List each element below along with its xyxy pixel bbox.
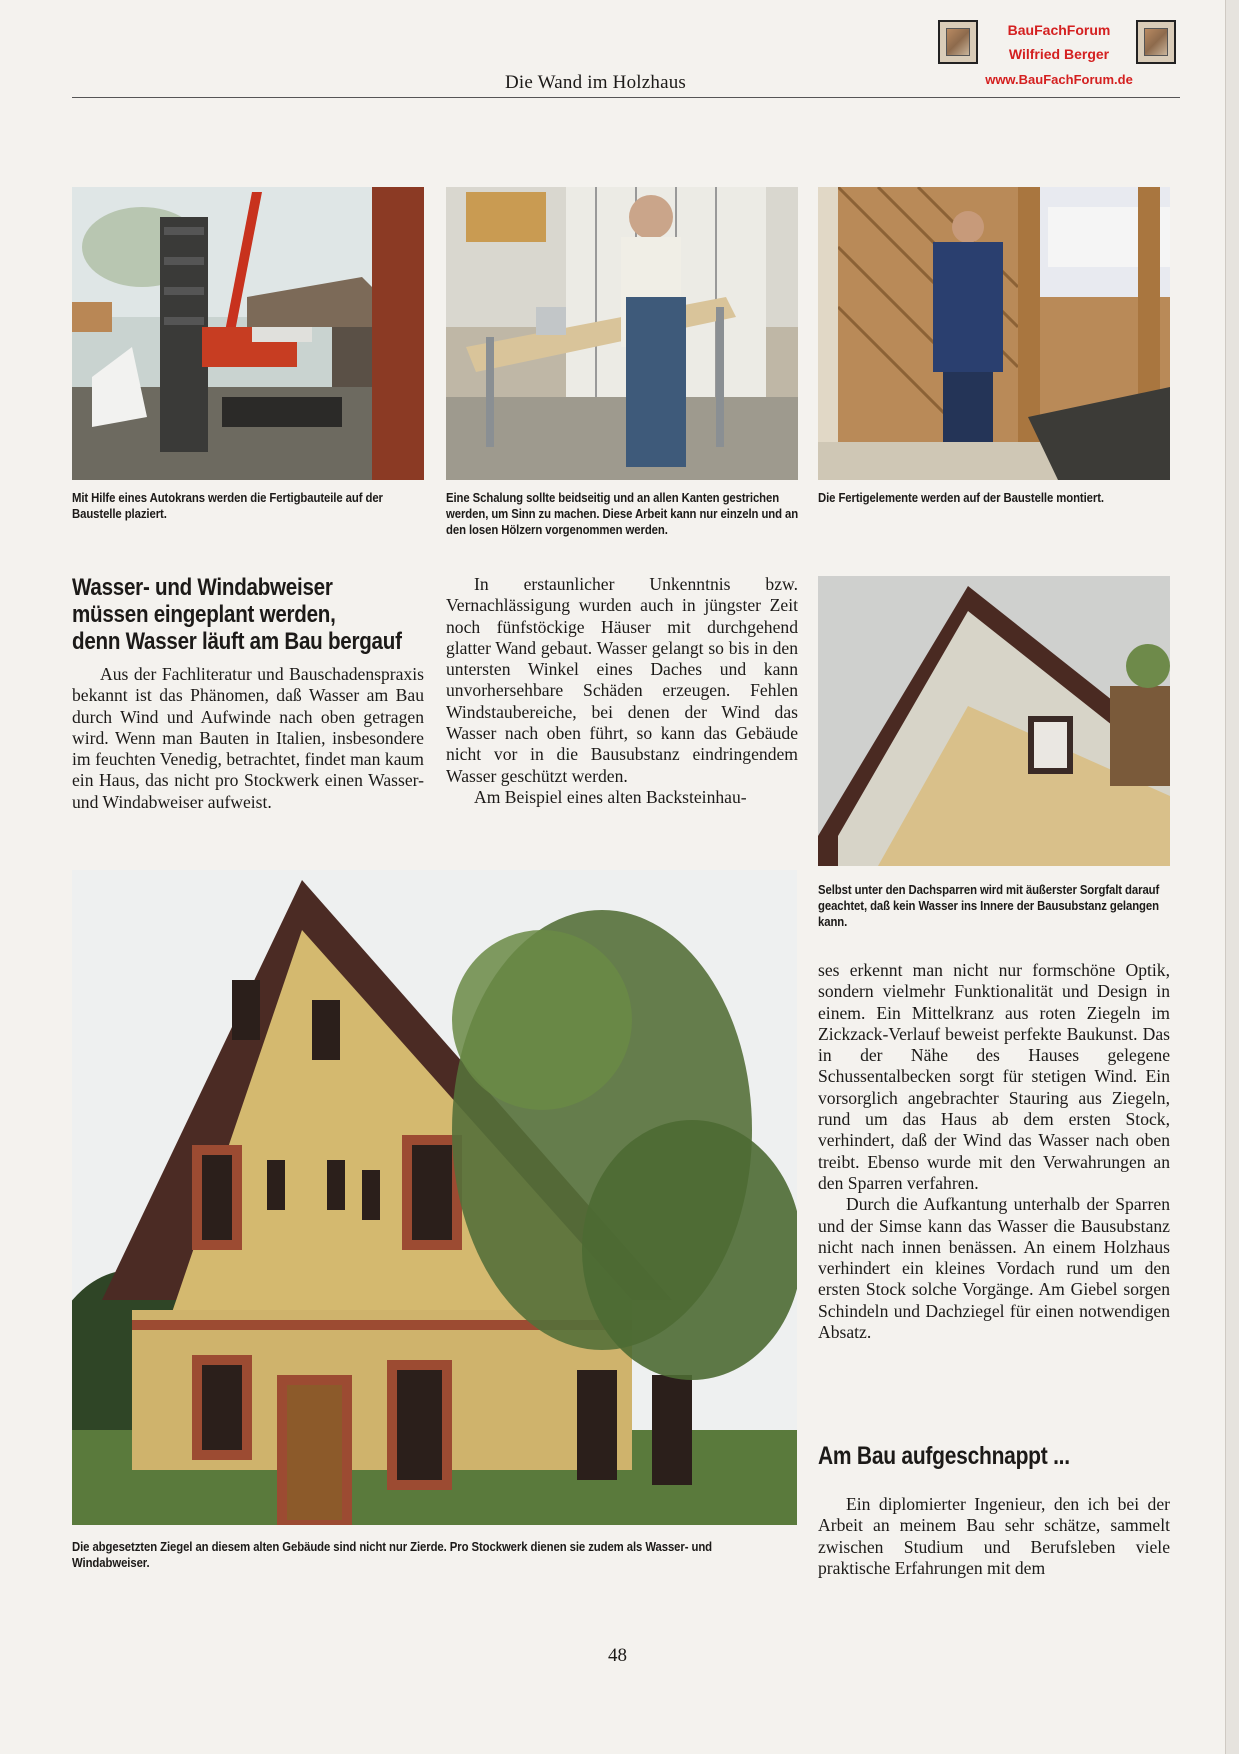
headline-line: müssen eingeplant werden,	[72, 601, 336, 628]
caption-crane: Mit Hilfe eines Autokrans werden die Fertigbauteile auf der Baustelle plaziert.	[72, 490, 383, 521]
headline-line: denn Wasser läuft am Bau bergauf	[72, 628, 402, 655]
page-number: 48	[608, 1645, 627, 1666]
section2-headline: Am Bau aufgeschnappt ...	[818, 1442, 1070, 1470]
logo-icon	[1136, 20, 1176, 64]
paragraph: Aus der Fachliteratur und Bauschadenspraxis bekannt ist das Phänomen, daß Wasser am Bau durch Wind und Aufwinde nach oben getragen wird. Wenn man Bauten in Italien, insbesondere im feuchten Venedig, betrachtet, findet man kaum ein Haus, das nicht pro Stockwerk einen Wasser- und Windabweiser aufweist.	[72, 664, 424, 812]
badge-url: www.BauFachForum.de	[985, 72, 1133, 87]
paragraph: In erstaunlicher Unkenntnis bzw. Vernachlässigung wurden auch in jüngster Zeit noch fünfstöckige Häuser mit durchgehend glatter Wand gebaut. Wasser gelangt so bis in den untersten Winkel eines Daches und kann unvorhersehbare Schäden erzeugen. Fehlen Windstaubereiche, bei denen der Wind das Wasser nach oben führt, so kann das Gebäude nicht vor in die Bausubstanz eindringendem Wasser geschützt werden.	[446, 574, 798, 786]
column3-text	[818, 960, 1170, 1343]
paragraph: Ein diplomierter Ingenieur, den ich bei der Arbeit an meinem Bau sehr schätze, sammelt zwischen Studium und Berufsleben viele praktische Erfahrungen mit dem	[818, 1494, 1170, 1578]
paragraph: Am Beispiel eines alten Backsteinhau-	[474, 786, 747, 807]
column2-text	[446, 574, 798, 808]
section2-text	[818, 1494, 1170, 1579]
header-rule	[72, 97, 1180, 98]
badge-author: Wilfried Berger	[1008, 46, 1110, 62]
logo-icon	[938, 20, 978, 64]
caption-painting: Eine Schalung sollte beidseitig und an allen Kanten gestrichen werden, um Sinn zu machen. Diese Arbeit kann nur einzeln und an den losen Hölzern vorgenommen werden.	[446, 490, 799, 537]
headline-line: Wasser- und Windabweiser	[72, 574, 333, 601]
photo-brick-house	[72, 870, 797, 1525]
running-title: Die Wand im Holzhaus	[505, 72, 687, 93]
paragraph: ses erkennt man nicht nur formschöne Optik, sondern vielmehr Funktionalität und Design in einem. Ein Mittelkranz aus roten Ziegeln im Zickzack-Verlauf beweist perfekte Baukunst. Das in der Nähe des Hauses gelegene Schussentalbecken sorgt für stetigen Wind. Ein vorsorglich angebrachter Stauring aus Ziegeln, rund um das Haus ab dem ersten Stock, verhindert, daß der Wind das Wasser nach oben treibt. Ebenso wurde mit den Verwahrungen an den Sparren verfahren.	[818, 960, 1170, 1193]
caption-assembly: Die Fertigelemente werden auf der Baustelle montiert.	[818, 490, 1104, 505]
paragraph: Durch die Aufkantung unterhalb der Sparren und der Simse kann das Wasser die Bausubstanz nicht nach innen benässen. An einem Holzhaus verhindert ein kleines Vordach rund um den ersten Stock solche Vorgänge. Am Giebel sorgen Schindeln und Dachziegel für einen notwendigen Absatz.	[818, 1194, 1170, 1343]
photo-crane	[72, 187, 424, 480]
caption-gable: Selbst unter den Dachsparren wird mit äußerster Sorgfalt darauf geachtet, daß kein Wasser ins Innere der Bausubstanz gelangen kann.	[818, 882, 1160, 929]
caption-brick-house: Die abgesetzten Ziegel an diesem alten Gebäude sind nicht nur Zierde. Pro Stockwerk dienen sie zudem als Wasser- und Windabweiser.	[72, 1539, 713, 1570]
photo-assembly	[818, 187, 1170, 480]
photo-gable	[818, 576, 1170, 866]
badge-name: BauFachForum	[1007, 22, 1111, 38]
page-edge	[1225, 0, 1239, 1754]
section1-headline	[72, 574, 432, 655]
column1-text	[72, 664, 424, 813]
photo-painting	[446, 187, 798, 480]
